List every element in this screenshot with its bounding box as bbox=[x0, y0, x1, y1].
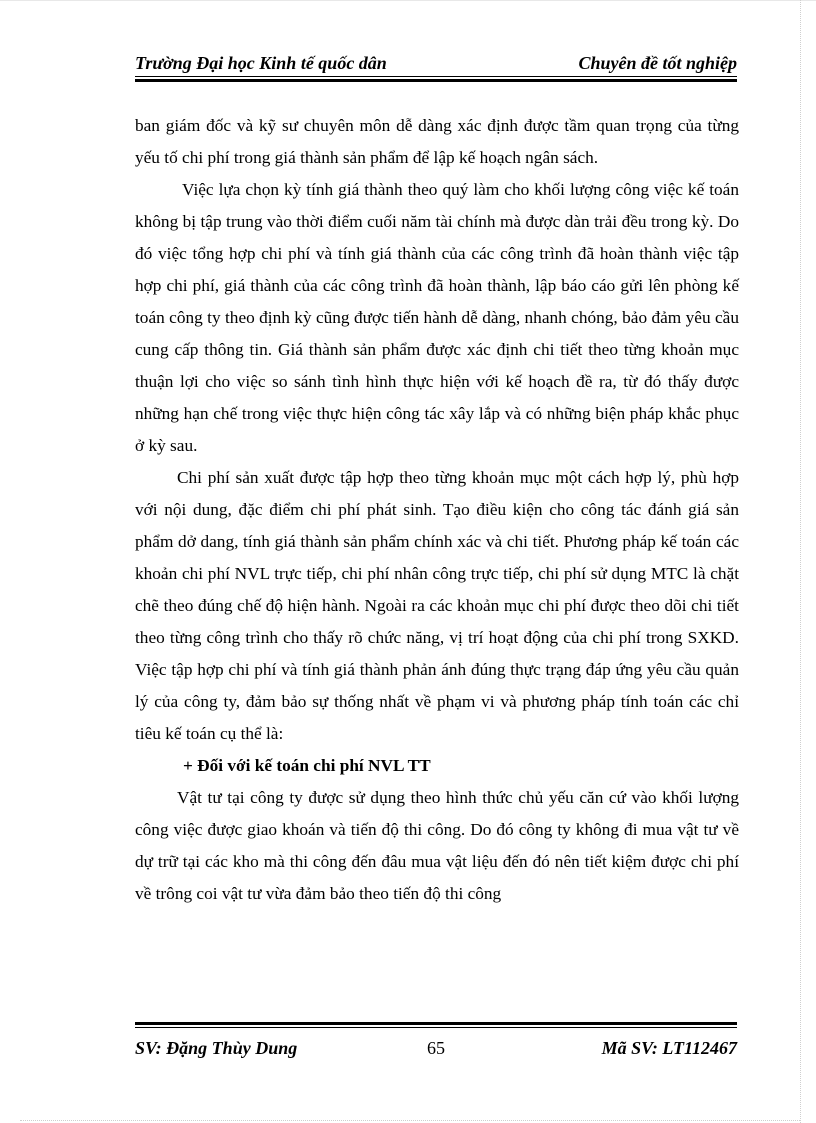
page-number: 65 bbox=[427, 1037, 445, 1058]
paragraph-3: Chi phí sản xuất được tập hợp theo từng khoản mục một cách hợp lý, phù hợp với nội dung, đặc điểm chi phí phát sinh. Tạo điều kiện cho công tác đánh giá sản phẩm dở dang, tính giá thành sản phẩm chính xác và chi tiết. Phương pháp kế toán các khoản chi phí NVL trực tiếp, chi phí nhân công trực tiếp, chi phí sử dụng MTC là chặt chẽ theo đúng chế độ hiện hành. Ngoài ra các khoản mục chi phí được theo dõi chi tiết theo từng công trình cho thấy rõ chức năng, vị trí hoạt động của chi phí trong SXKD. Việc tập hợp chi phí và tính giá thành phản ánh đúng thực trạng đáp ứng yêu cầu quản lý của công ty, đảm bảo sự thống nhất về phạm vi và phương pháp tính toán các chỉ tiêu kế toán cụ thể là: bbox=[135, 468, 739, 743]
section-heading: + Đối với kế toán chi phí NVL TT bbox=[183, 756, 431, 775]
header-university: Trường Đại học Kinh tế quốc dân bbox=[135, 53, 387, 73]
paragraph-2: Việc lựa chọn kỳ tính giá thành theo quý làm cho khối lượng công việc kế toán không bị tập trung vào thời điểm cuối năm tài chính mà được dàn trải đều trong kỳ. Do đó việc tổng hợp chi phí và tính giá thành của các công trình đã hoàn thành việc tập hợp chi phí, giá thành của các công trình đã hoàn thành, lập báo cáo gửi lên phòng kế toán công ty theo định kỳ cũng được tiến hành dễ dàng, nhanh chóng, bảo đảm yêu cầu cung cấp thông tin. Giá thành sản phẩm được xác định chi tiết theo từng khoản mục thuận lợi cho việc so sánh tình hình thực hiện với kế hoạch đề ra, từ đó thấy được những hạn chế trong việc thực hiện công tác xây lắp và có những biện pháp khắc phục ở kỳ sau. bbox=[135, 180, 739, 455]
footer-rule-thin bbox=[135, 1027, 737, 1028]
paragraph-4: Vật tư tại công ty được sử dụng theo hình thức chủ yếu căn cứ vào khối lượng công việc được giao khoán và tiến độ thi công. Do đó công ty không đi mua vật tư về dự trữ tại các kho mà thi công đến đâu mua vật liệu đến đó nên tiết kiệm được chi phí về trông coi vật tư vừa đảm bảo theo tiến độ thi công bbox=[135, 788, 739, 903]
paragraph-1: ban giám đốc và kỹ sư chuyên môn dễ dàng xác định được tầm quan trọng của từng yếu tố chi phí trong giá thành sản phẩm để lập kế hoạch ngân sách. bbox=[135, 116, 739, 167]
footer-rule-thick bbox=[135, 1022, 737, 1025]
header-doc-type: Chuyên đề tốt nghiệp bbox=[578, 53, 737, 73]
page-edge-right bbox=[800, 0, 801, 1123]
document-body bbox=[135, 110, 739, 910]
header-rule-thin bbox=[135, 76, 737, 77]
page-edge-top bbox=[0, 0, 816, 1]
page-edge-bottom bbox=[20, 1120, 800, 1121]
page-header bbox=[135, 46, 737, 74]
header-rule-thick bbox=[135, 79, 737, 82]
footer-student-name: SV: Đặng Thùy Dung bbox=[135, 1037, 298, 1058]
footer-student-id: Mã SV: LT112467 bbox=[601, 1037, 737, 1058]
page-footer bbox=[135, 1036, 737, 1060]
